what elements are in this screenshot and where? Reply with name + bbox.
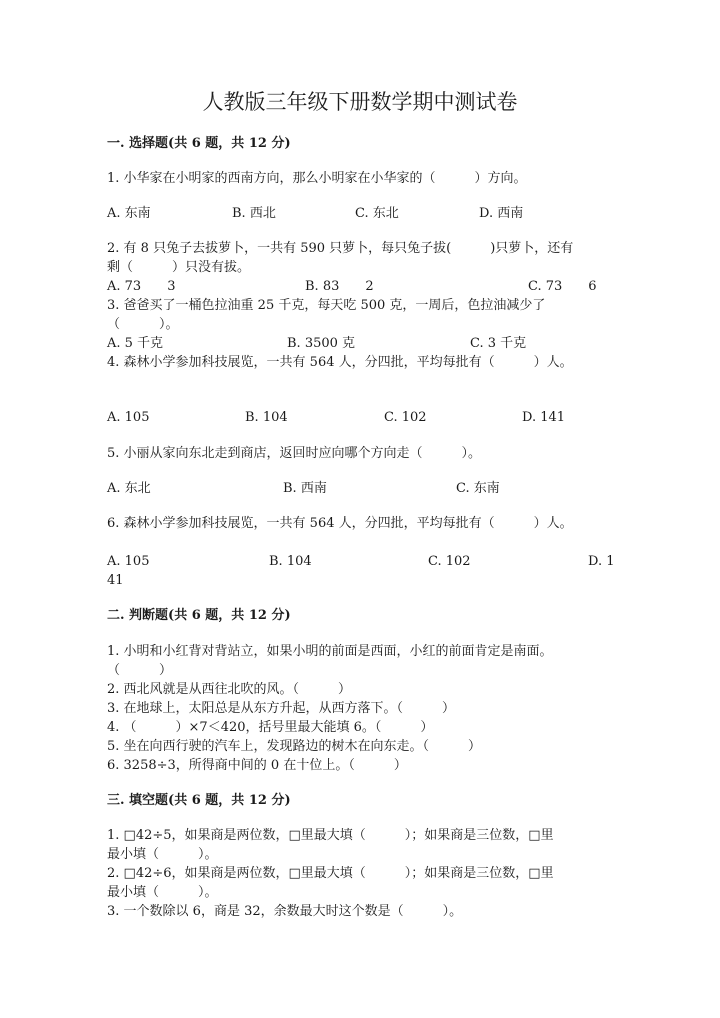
option-a: A. 5 千克: [107, 336, 164, 351]
option-c: C. 73 6: [528, 279, 597, 294]
page-title: 人教版三年级下册数学期中测试卷: [202, 90, 518, 114]
fill-line: 最小填（ ）。: [107, 847, 218, 862]
section-heading-fill: 三. 填空题(共 6 题，共 12 分): [107, 793, 291, 808]
question-text: 5. 小丽从家向东北走到商店，返回时应向哪个方向走（ ）。: [107, 446, 482, 461]
question-text: 6. 森林小学参加科技展览，一共有 564 人，分四批，平均每批有（ ）人。: [107, 516, 573, 531]
option-a: A. 73 3: [107, 279, 176, 294]
option-c: C. 东北: [355, 206, 399, 221]
option-d: D. 西南: [479, 206, 524, 221]
fill-line: 最小填（ ）。: [107, 885, 218, 900]
judgement-line: 5. 坐在向西行驶的汽车上，发现路边的树木在向东走。（ ）: [107, 739, 482, 754]
question-text: 4. 森林小学参加科技展览，一共有 564 人，分四批，平均每批有（ ）人。: [107, 355, 573, 370]
option-b: B. 3500 克: [287, 336, 356, 351]
question-text: 1. 小华家在小明家的西南方向，那么小明家在小华家的（ ）方向。: [107, 171, 527, 186]
option-c: C. 102: [428, 554, 471, 569]
option-c: C. 102: [384, 410, 427, 425]
option-d: D. 1: [588, 554, 615, 569]
option-c: C. 3 千克: [470, 336, 527, 351]
judgement-line: 1. 小明和小红背对背站立，如果小明的前面是西面，小红的前面肯定是南面。: [107, 644, 553, 659]
option-d-wrap: 41: [107, 573, 124, 588]
judgement-line: 6. 3258÷3，所得商中间的 0 在十位上。（ ）: [107, 758, 407, 773]
judgement-line: 2. 西北风就是从西往北吹的风。（ ）: [107, 682, 352, 697]
option-a: A. 东北: [107, 481, 151, 496]
question-text: 2. 有 8 只兔子去拔萝卜，一共有 590 只萝卜，每只兔子拔( )只萝卜，还有: [107, 241, 574, 256]
question-text-cont: （ ）。: [107, 317, 179, 332]
option-b: B. 西北: [232, 206, 276, 221]
option-b: B. 西南: [283, 481, 327, 496]
section-heading-choice: 一. 选择题(共 6 题，共 12 分): [107, 136, 291, 151]
option-a: A. 105: [107, 410, 150, 425]
option-a: A. 东南: [107, 206, 151, 221]
judgement-line: 4. （ ）×7＜420，括号里最大能填 6。（ ）: [107, 720, 434, 735]
fill-line: 3. 一个数除以 6，商是 32，余数最大时这个数是（ ）。: [107, 904, 463, 919]
question-text-cont: 剩（ ）只没有拔。: [107, 260, 251, 275]
fill-line: 2. □42÷6，如果商是两位数，□里最大填（ ）；如果商是三位数，□里: [107, 866, 554, 881]
option-b: B. 83 2: [305, 279, 374, 294]
option-d: D. 141: [522, 410, 566, 425]
judgement-line: （ ）: [107, 663, 173, 678]
option-b: B. 104: [245, 410, 288, 425]
option-a: A. 105: [107, 554, 150, 569]
fill-line: 1. □42÷5，如果商是两位数，□里最大填（ ）；如果商是三位数，□里: [107, 828, 554, 843]
judgement-line: 3. 在地球上，太阳总是从东方升起，从西方落下。（ ）: [107, 701, 456, 716]
option-b: B. 104: [269, 554, 312, 569]
option-c: C. 东南: [456, 481, 500, 496]
section-heading-judgement: 二. 判断题(共 6 题，共 12 分): [107, 608, 291, 623]
question-text: 3. 爸爸买了一桶色拉油重 25 千克，每天吃 500 克，一周后，色拉油减少了: [107, 298, 546, 313]
